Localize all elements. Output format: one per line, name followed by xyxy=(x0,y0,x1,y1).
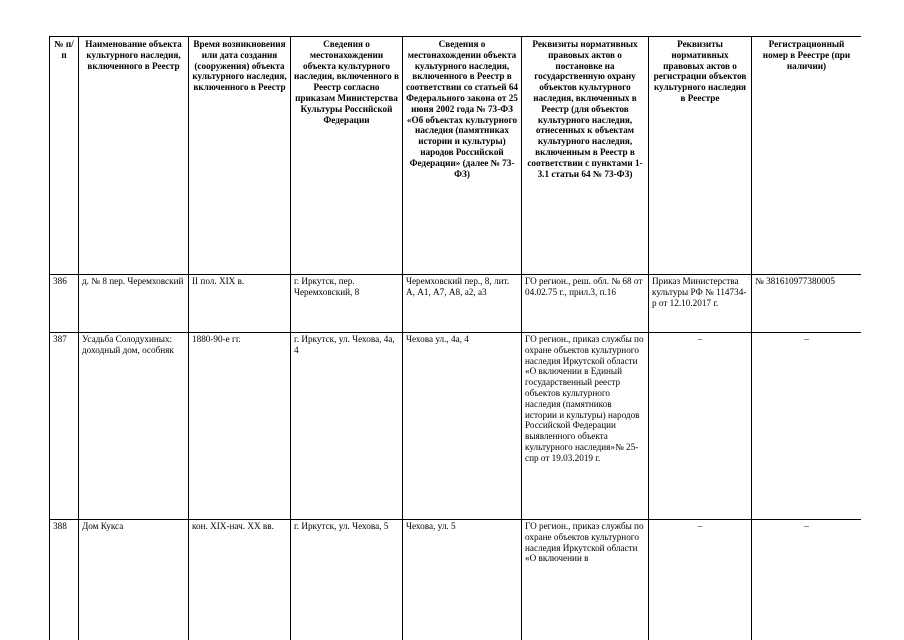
cell-name: Дом Кукса xyxy=(79,520,189,640)
cell-protection-acts: ГО регион., приказ службы по охране объектов культурного наследия Иркутской области «О включении в xyxy=(522,520,649,640)
cell-location-order: г. Иркутск, пер. Черемховский, 8 xyxy=(291,275,403,333)
cell-date: 1880-90-е гг. xyxy=(189,333,291,520)
header-location-law: Сведения о местонахождении объекта культурного наследия, включенного в Реестр в соответствии со статьей 64 Федерального закона от 25 июня 2002 года № 73-ФЗ «Об объектах культурного наследия (памятниках истории и культуры) народов Российской Федерации» (далее № 73-ФЗ) xyxy=(403,37,522,275)
table-row xyxy=(50,275,862,333)
cell-registration-acts: Приказ Министерства культуры РФ № 114734-р от 12.10.2017 г. xyxy=(649,275,752,333)
cell-registration-acts: – xyxy=(649,520,752,640)
cell-reg-number: – xyxy=(752,520,862,640)
cell-number: 388 xyxy=(50,520,79,640)
cell-protection-acts: ГО регион., приказ службы по охране объектов культурного наследия Иркутской области «О включении в Единый государственный реестр объектов культурного наследия (памятников истории и культуры) народов Российской Федерации выявленного объекта культурного наследия»№ 25-спр от 19.03.2019 г. xyxy=(522,333,649,520)
cell-name: Усадьба Солодухиных: доходный дом, особняк xyxy=(79,333,189,520)
cell-protection-acts: ГО регион., реш. обл. № 68 от 04.02.75 г., прил.3, п.16 xyxy=(522,275,649,333)
cell-reg-number: – xyxy=(752,333,862,520)
cell-registration-acts: – xyxy=(649,333,752,520)
header-name: Наименование объекта культурного наследия, включенного в Реестр xyxy=(79,37,189,275)
header-number: № п/п xyxy=(50,37,79,275)
cell-reg-number: № 381610977380005 xyxy=(752,275,862,333)
cell-date: кон. XIX-нач. XX вв. xyxy=(189,520,291,640)
heritage-register-table xyxy=(49,36,861,640)
cell-location-law: Черемховский пер., 8, лит. А, А1, А7, А8, а2, а3 xyxy=(403,275,522,333)
table-row xyxy=(50,520,862,640)
cell-number: 386 xyxy=(50,275,79,333)
header-row xyxy=(50,37,862,275)
header-registration-acts: Реквизиты нормативных правовых актов о регистрации объектов культурного наследия в Реестре xyxy=(649,37,752,275)
cell-location-law: Чехова ул., 4а, 4 xyxy=(403,333,522,520)
cell-location-order: г. Иркутск, ул. Чехова, 4а, 4 xyxy=(291,333,403,520)
header-date: Время возникновения или дата создания (сооружения) объекта культурного наследия, включенного в Реестр xyxy=(189,37,291,275)
cell-name: д. № 8 пер. Черемховский xyxy=(79,275,189,333)
cell-date: II пол. XIX в. xyxy=(189,275,291,333)
cell-location-law: Чехова, ул. 5 xyxy=(403,520,522,640)
header-location-order: Сведения о местонахождении объекта культурного наследия, включенного в Реестр согласно приказам Министерства Культуры Российской Федерации xyxy=(291,37,403,275)
header-reg-number: Регистрационный номер в Реестре (при наличии) xyxy=(752,37,862,275)
cell-number: 387 xyxy=(50,333,79,520)
document-page xyxy=(49,36,861,640)
header-protection-acts: Реквизиты нормативных правовых актов о постановке на государственную охрану объектов культурного наследия, включенных в Реестр (для объектов культурного наследия, отнесенных к объектам культурного наследия, включенным в Реестр в соответствии с пунктами 1-3.1 статьи 64 № 73-ФЗ) xyxy=(522,37,649,275)
cell-location-order: г. Иркутск, ул. Чехова, 5 xyxy=(291,520,403,640)
table-row xyxy=(50,333,862,520)
